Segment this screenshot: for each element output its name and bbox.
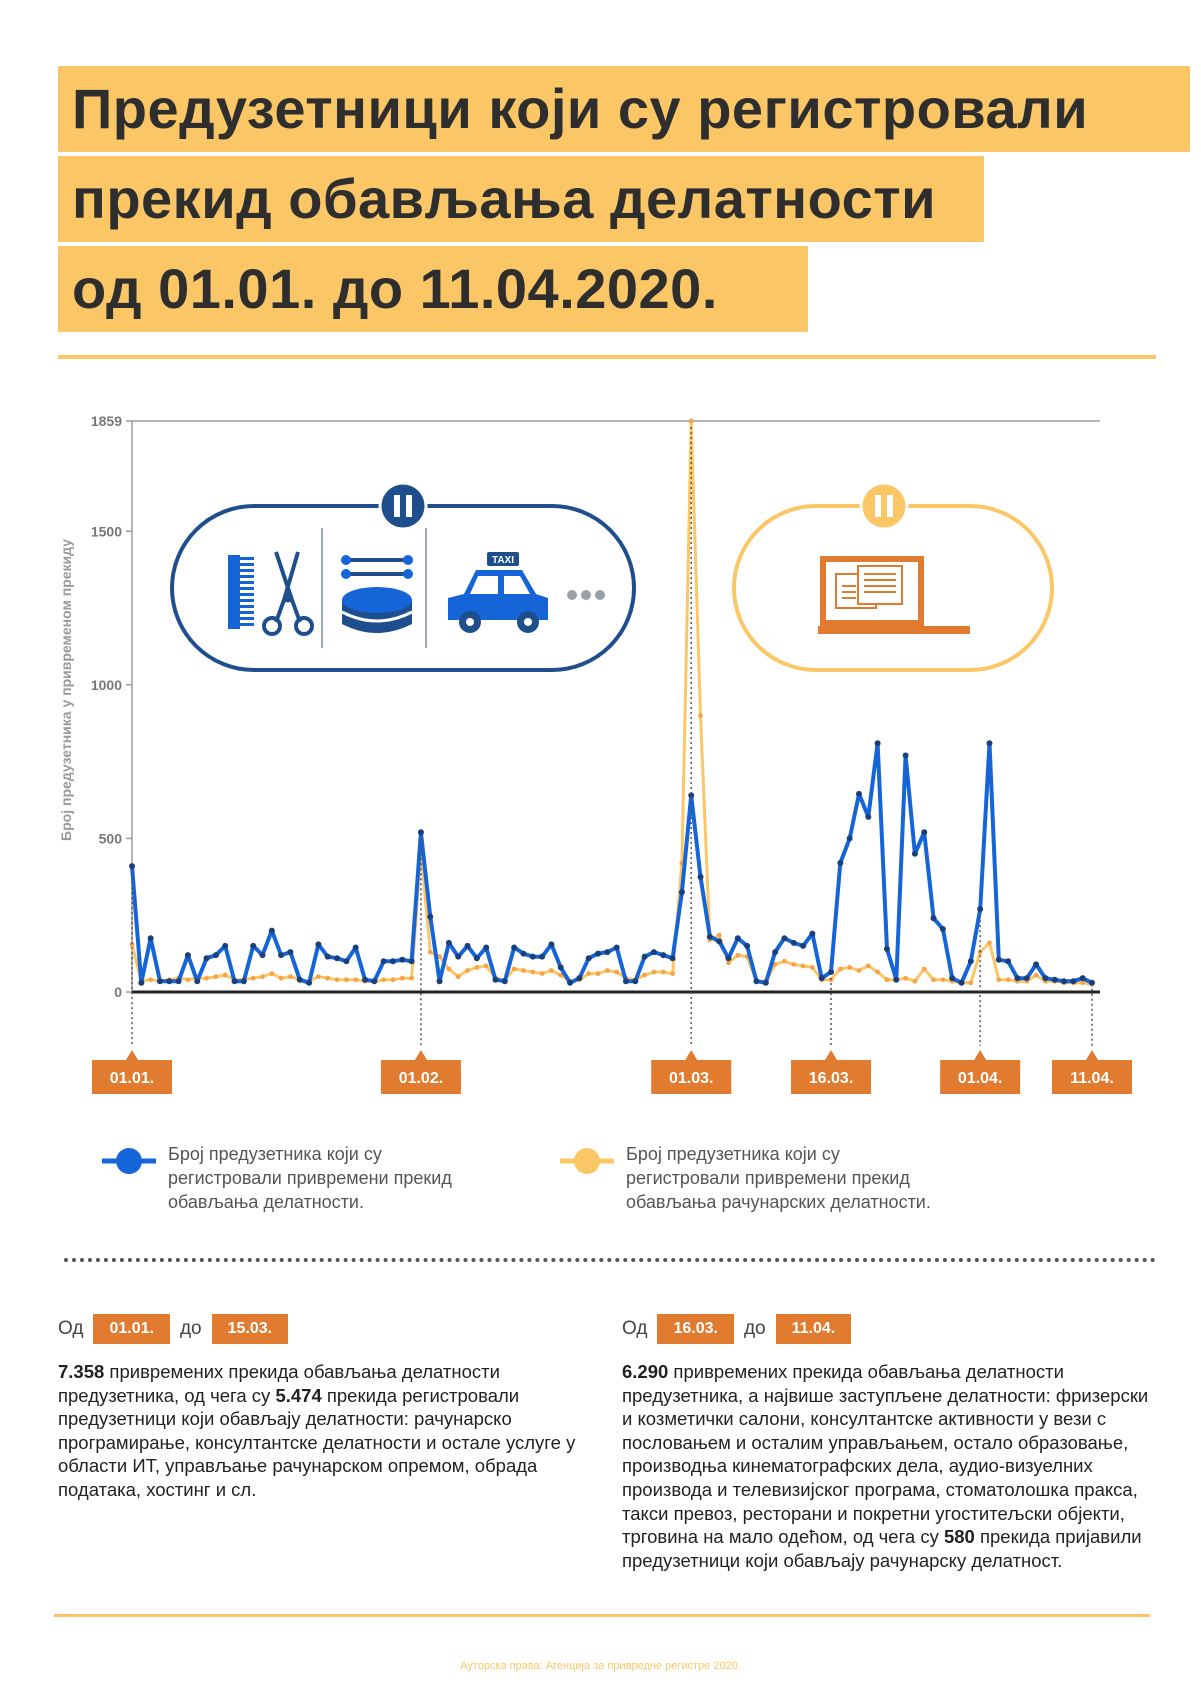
data-point xyxy=(148,977,153,982)
data-point xyxy=(1034,973,1039,978)
data-point xyxy=(763,980,769,986)
data-point xyxy=(315,941,321,947)
data-point xyxy=(866,963,871,968)
data-point xyxy=(381,977,386,982)
data-point xyxy=(717,933,722,938)
title-divider xyxy=(58,355,1156,359)
data-point xyxy=(809,931,815,937)
data-point xyxy=(176,978,182,984)
data-point xyxy=(325,954,331,960)
data-point xyxy=(576,975,582,981)
data-point xyxy=(838,967,843,972)
to-word: до xyxy=(743,1318,766,1339)
data-point xyxy=(921,829,927,835)
data-point xyxy=(567,980,573,986)
data-point xyxy=(875,740,881,746)
data-point xyxy=(157,978,163,984)
data-point xyxy=(931,915,937,921)
data-point xyxy=(260,974,265,979)
data-point xyxy=(185,952,191,958)
data-point xyxy=(642,973,647,978)
y-tick-label: 0 xyxy=(114,984,122,1000)
line-chart xyxy=(0,400,1201,1100)
data-point xyxy=(371,978,377,984)
data-point xyxy=(418,829,424,835)
data-point xyxy=(381,958,387,964)
footer-divider xyxy=(54,1614,1150,1617)
data-point xyxy=(1070,978,1076,984)
data-point xyxy=(353,944,359,950)
data-point xyxy=(856,791,862,797)
data-point xyxy=(605,968,610,973)
data-point xyxy=(186,977,191,982)
data-point xyxy=(885,977,890,982)
data-point xyxy=(987,940,992,945)
data-point xyxy=(940,977,945,982)
data-point xyxy=(586,971,591,976)
data-point xyxy=(223,973,228,978)
left-summary-paragraph xyxy=(58,1360,578,1502)
data-point xyxy=(222,943,228,949)
data-point xyxy=(735,953,740,958)
data-point xyxy=(213,952,219,958)
series-all-activities xyxy=(129,740,1095,986)
data-point xyxy=(986,740,992,746)
data-point xyxy=(670,955,676,961)
data-point xyxy=(279,976,284,981)
data-point xyxy=(325,976,330,981)
series-line xyxy=(132,743,1092,983)
legend-blue-label: Број предузетника који су регистровали привремени прекид обављања делатности. xyxy=(168,1144,452,1212)
y-tick-label: 1000 xyxy=(90,676,122,693)
data-point xyxy=(614,944,620,950)
data-point xyxy=(148,935,154,941)
data-point xyxy=(595,951,601,957)
series-computer-activities xyxy=(130,419,1095,987)
data-point xyxy=(857,968,862,973)
data-point xyxy=(670,971,675,976)
to-word: до xyxy=(179,1318,202,1339)
data-point xyxy=(596,971,601,976)
data-point xyxy=(913,979,918,984)
data-point xyxy=(735,935,741,941)
to-date-badge: 11.04. xyxy=(776,1314,852,1344)
data-point xyxy=(968,980,973,985)
data-point xyxy=(1014,975,1020,981)
data-point xyxy=(129,863,135,869)
right-date-range xyxy=(622,1314,851,1344)
data-point xyxy=(791,940,797,946)
more-dots-icon xyxy=(567,590,605,600)
data-point xyxy=(138,980,144,986)
data-point xyxy=(287,949,293,955)
left-total-number: 7.358 xyxy=(58,1361,105,1382)
date-marker-label: 01.04. xyxy=(957,1070,1003,1087)
data-point xyxy=(922,967,927,972)
y-tick-labels xyxy=(91,413,132,1000)
data-point xyxy=(166,978,172,984)
to-date-badge: 15.03. xyxy=(212,1314,288,1344)
y-tick-label: 1859 xyxy=(90,413,122,429)
data-point xyxy=(530,970,535,975)
data-point xyxy=(828,969,834,975)
data-point xyxy=(781,935,787,941)
left-it-number: 5.474 xyxy=(275,1384,322,1406)
data-point xyxy=(744,943,750,949)
data-point xyxy=(1042,975,1048,981)
data-point xyxy=(259,952,265,958)
date-marker-label: 01.01. xyxy=(109,1070,155,1087)
data-point xyxy=(810,965,815,970)
left-text-part-2: прекида регистровали предузетници који обављају делатности: рачунарско програмирање, консултантске делатности и остале услуге у области ИТ, управљање рачунарском опремом, обрада података, хостинг и сл. xyxy=(58,1384,576,1500)
data-point xyxy=(893,977,899,983)
date-marker-label: 01.03. xyxy=(668,1070,714,1087)
data-point xyxy=(502,978,508,984)
data-point xyxy=(278,952,284,958)
data-point xyxy=(801,963,806,968)
data-point xyxy=(660,952,666,958)
legend-orange-label: Број предузетника који су регистровали привремени прекид обављања рачунарских делатности. xyxy=(626,1144,931,1212)
data-point xyxy=(391,977,396,982)
data-point xyxy=(652,970,657,975)
data-point xyxy=(1005,958,1011,964)
data-point xyxy=(549,968,554,973)
data-point xyxy=(456,974,461,979)
data-point xyxy=(1024,975,1030,981)
data-point xyxy=(875,970,880,975)
data-point xyxy=(698,713,703,718)
data-point xyxy=(661,970,666,975)
taxi-sign-text: TAXI xyxy=(491,555,515,566)
data-point xyxy=(474,955,480,961)
data-point xyxy=(232,978,238,984)
title-line-3: од 01.01. до 11.04.2020. xyxy=(58,246,808,332)
data-point xyxy=(959,980,965,986)
data-point xyxy=(689,419,694,424)
data-point xyxy=(474,965,479,970)
y-tick-label: 1500 xyxy=(90,523,122,540)
title-line-2: прекид обављања делатности xyxy=(58,156,984,242)
data-point xyxy=(512,967,517,972)
data-point xyxy=(884,946,890,952)
data-point xyxy=(996,957,1002,963)
data-point xyxy=(791,962,796,967)
data-point xyxy=(194,978,200,984)
data-point xyxy=(847,965,852,970)
data-point xyxy=(772,949,778,955)
data-point xyxy=(1089,980,1095,986)
from-word: Од xyxy=(58,1318,84,1339)
data-point xyxy=(409,958,415,964)
y-axis-label: Број предузетника у привременом прекиду xyxy=(58,539,74,841)
data-point xyxy=(903,976,908,981)
data-point xyxy=(782,959,787,964)
data-point xyxy=(316,974,321,979)
data-point xyxy=(604,949,610,955)
date-marker-label: 11.04. xyxy=(1070,1070,1114,1087)
data-point xyxy=(903,752,909,758)
data-point xyxy=(204,976,209,981)
data-point xyxy=(931,977,936,982)
data-point xyxy=(819,975,825,981)
right-summary-paragraph xyxy=(622,1360,1162,1572)
data-point xyxy=(540,971,545,976)
data-point xyxy=(1033,961,1039,967)
title-line-1: Предузетници који су регистровали xyxy=(58,66,1190,152)
data-point xyxy=(306,980,312,986)
from-date-badge: 01.01. xyxy=(93,1314,169,1344)
data-point xyxy=(1061,978,1067,984)
pause-icon xyxy=(380,483,426,529)
data-point xyxy=(698,874,704,880)
data-point xyxy=(241,978,247,984)
data-point xyxy=(1080,975,1086,981)
data-point xyxy=(707,934,713,940)
date-marker-label: 01.02. xyxy=(398,1070,444,1087)
legend-orange-swatch xyxy=(558,1146,618,1176)
data-point xyxy=(250,943,256,949)
data-point xyxy=(586,955,592,961)
data-point xyxy=(428,950,433,955)
data-point xyxy=(390,958,396,964)
data-point xyxy=(521,968,526,973)
data-point xyxy=(400,976,405,981)
activity-icons-capsule-1 xyxy=(172,483,634,670)
data-point xyxy=(865,814,871,820)
left-text-part-1: привремених прекида обављања делатности предузетника, од чега су xyxy=(58,1361,500,1406)
data-point xyxy=(288,974,293,979)
data-point xyxy=(642,954,648,960)
data-point xyxy=(726,955,732,961)
data-point xyxy=(837,860,843,866)
date-marker-label: 16.03. xyxy=(808,1070,854,1087)
data-point xyxy=(716,938,722,944)
data-point xyxy=(912,851,918,857)
from-word: Од xyxy=(622,1318,648,1339)
data-point xyxy=(530,954,536,960)
copyright-footer: Ауторска права: Агенција за привредне регистре 2020. xyxy=(460,1660,741,1672)
data-point xyxy=(492,977,498,983)
data-point xyxy=(437,978,443,984)
data-point xyxy=(949,975,955,981)
left-date-range xyxy=(58,1314,288,1344)
data-point xyxy=(334,955,340,961)
data-point xyxy=(455,954,461,960)
computer-activity-capsule xyxy=(734,483,1052,670)
pause-icon xyxy=(861,483,907,529)
data-point xyxy=(427,914,433,920)
data-point xyxy=(940,926,946,932)
data-point xyxy=(483,944,489,950)
data-point xyxy=(335,977,340,982)
dotted-separator xyxy=(64,1258,1156,1262)
data-point xyxy=(651,949,657,955)
from-date-badge: 16.03. xyxy=(657,1314,733,1344)
data-point xyxy=(213,974,218,979)
y-tick-label: 500 xyxy=(98,830,122,847)
right-total-number: 6.290 xyxy=(622,1361,669,1382)
data-point xyxy=(977,906,983,912)
data-point xyxy=(297,977,303,983)
right-text-part-2: прекида пријавили предузетници који обављају рачунарску делатност. xyxy=(622,1526,1142,1571)
data-point xyxy=(409,976,414,981)
data-point xyxy=(343,958,349,964)
data-point xyxy=(446,967,451,972)
data-point xyxy=(353,977,358,982)
data-point xyxy=(465,943,471,949)
data-point xyxy=(251,976,256,981)
data-point xyxy=(269,928,275,934)
data-point xyxy=(484,963,489,968)
legend-blue-swatch xyxy=(100,1146,160,1176)
data-point xyxy=(204,955,210,961)
right-it-number: 580 xyxy=(943,1526,975,1548)
data-point xyxy=(968,958,974,964)
data-point xyxy=(362,977,368,983)
data-point xyxy=(679,889,685,895)
data-point xyxy=(399,957,405,963)
data-point xyxy=(614,970,619,975)
data-point xyxy=(548,941,554,947)
data-point xyxy=(539,954,545,960)
data-point xyxy=(269,971,274,976)
data-point xyxy=(632,978,638,984)
data-point xyxy=(623,978,629,984)
data-point xyxy=(446,940,452,946)
data-point xyxy=(520,951,526,957)
data-point xyxy=(558,964,564,970)
data-point xyxy=(847,835,853,841)
data-point xyxy=(996,977,1001,982)
data-point xyxy=(465,968,470,973)
right-text-part-1: привремених прекида обављања делатности предузетника, а највише заступљене делатности: фризерски и козметички салони, консултантске активности у вези с пословањем и осталим управљањем, остало образовање, производња кинематографских дела, аудио-визуелних производа и телевизијског програма, стоматолошка пракса, такси превоз, ресторани и покретни угоститељски објекти, трговина на мало одећом, од чега су xyxy=(622,1361,1149,1548)
data-point xyxy=(511,944,517,950)
data-point xyxy=(1052,977,1058,983)
data-point xyxy=(1006,977,1011,982)
data-point xyxy=(753,978,759,984)
data-point xyxy=(800,943,806,949)
data-point xyxy=(344,977,349,982)
